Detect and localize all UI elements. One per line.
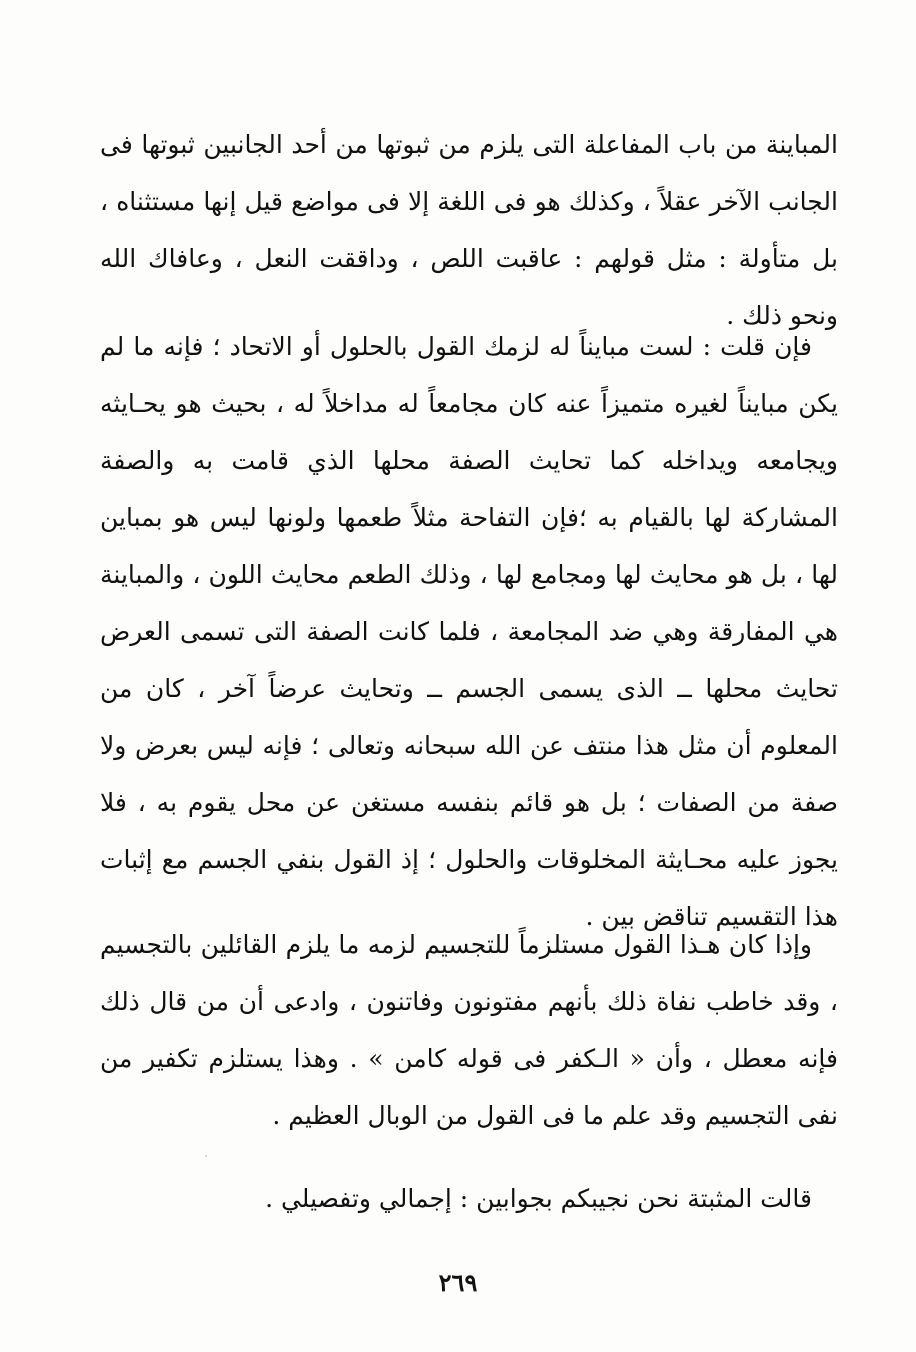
page-number: ٢٦٩: [438, 1268, 478, 1297]
paragraph-objection-hulul: فإن قلت : لست مبايناً له لزمك القول بالحلول أو الاتحاد ؛ فإنه ما لم يكن مبايناً لغيره متميزاً عنه كان مجامعاً له مداخلاً له ، بحيث هو يحـايثه ويجامعه ويداخله كما تحايث الصفة محلها الذي قامت به والصفة المشاركة لها بالقيام به ؛فإن التفاحة مثلاً طعمها ولونها ليس هو بمباين لها ، بل هو محايث لها ومجامع لها ، وذلك الطعم محايث اللون ، والمباينة هي المفارقة وهي ضد المجامعة ، فلما كانت الصفة التى تسمى العرض تحايث محلها ــ الذى يسمى الجسم ــ وتحايث عرضاً آخر ، كان من المعلوم أن مثل هذا منتف عن الله سبحانه وتعالى ؛ فإنه ليس بعرض ولا صفة من الصفات ؛ بل هو قائم بنفسه مستغن عن محل يقوم به ، فلا يجوز عليه محـايثة المخلوقات والحلول ؛ إذ القول بنفي الجسم مع إثبات هذا التقسيم تناقض بين .: [100, 332, 838, 931]
paragraph-muthbita-answer: قالت المثبتة نحن نجيبكم بجوابين : إجمالي وتفصيلي .: [265, 1184, 812, 1213]
paper-speck: [205, 1155, 207, 1157]
paragraph-mubayana-definition: المباينة من باب المفاعلة التى يلزم من ثبوتها من أحد الجانبين ثبوتها فى الجانب الآخر عقلاً ، وكذلك هو فى اللغة إلا فى مواضع قيل إنها مستثناه ، بل متأولة : مثل قولهم : عاقبت اللص ، وداققت النعل ، وعافاك الله ونحو ذلك .: [100, 130, 838, 330]
paragraph-tajsim-consequence: وإذا كان هـذا القول مستلزماً للتجسيم لزمه ما يلزم القائلين بالتجسيم ، وقد خاطب نفاة ذلك بأنهم مفتونون وفاتنون ، وادعى أن من قال ذلك فإنه معطل ، وأن « الـكفر فى قوله كامن » . وهذا يستلزم تكفير من نفى التجسيم وقد علم ما فى القول من الوبال العظيم .: [100, 930, 838, 1130]
